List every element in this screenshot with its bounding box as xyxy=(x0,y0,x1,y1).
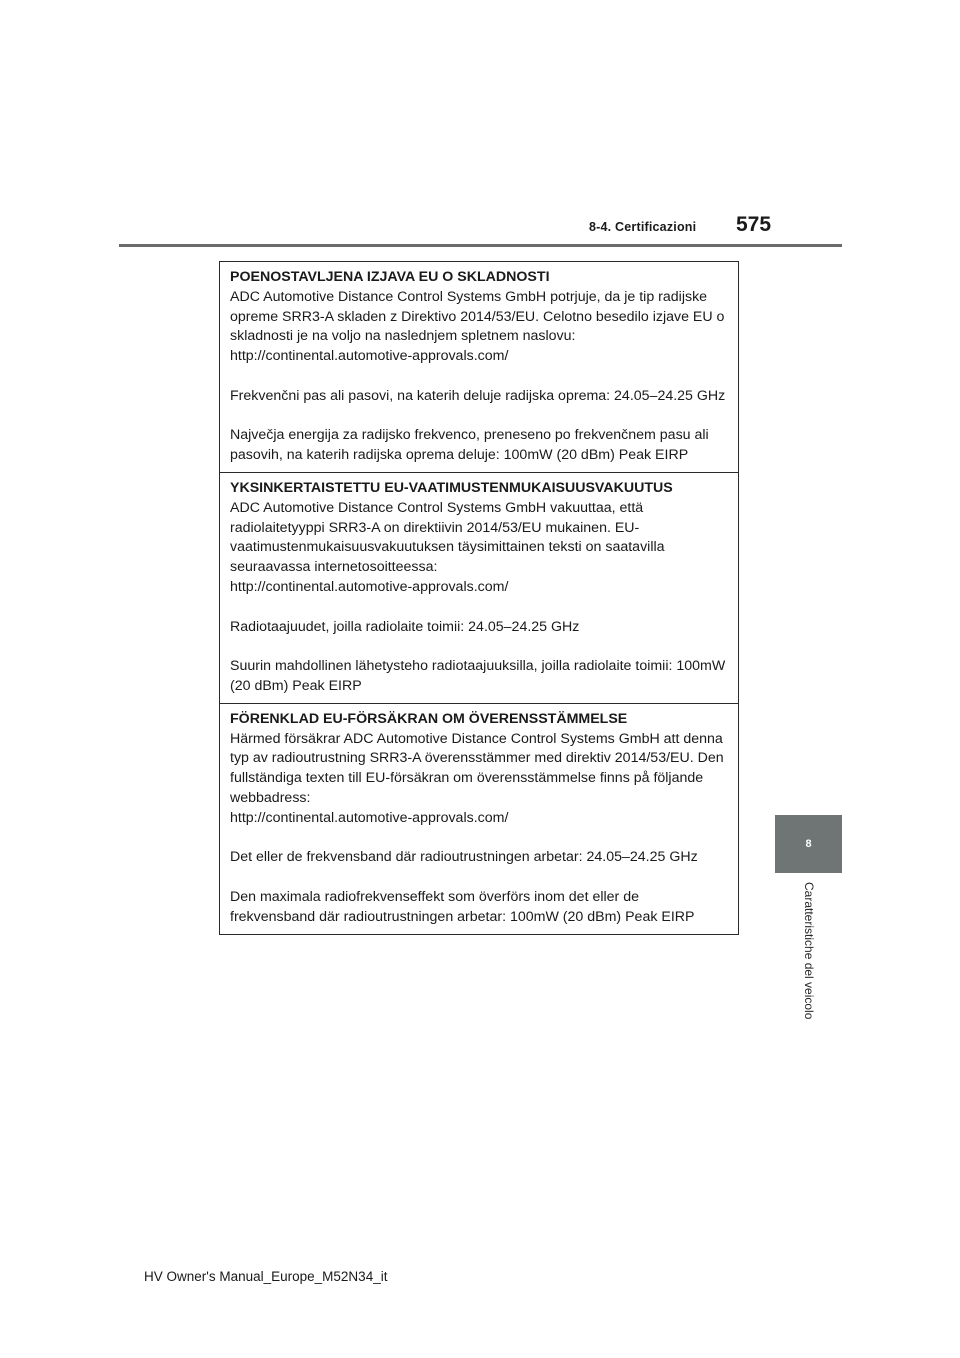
chapter-label: Caratteristiche del veicolo xyxy=(802,882,816,1020)
declaration-paragraph: Največja energija za radijsko frekvenco, preneseno po frekvenčnem pasu ali pasovih, na katerih radijska oprema deluje: 100mW (20 dBm) Peak EIRP xyxy=(230,427,709,464)
declaration-paragraph: Suurin mahdollinen lähetysteho radiotaajuuksilla, joilla radiolaite toimii: 100mW (20 dBm) Peak EIRP xyxy=(230,658,726,694)
header-divider xyxy=(119,244,842,247)
declaration-title: FÖRENKLAD EU-FÖRSÄKRAN OM ÖVERENSSTÄMMELSE xyxy=(230,710,628,727)
declaration-title: POENOSTAVLJENA IZJAVA EU O SKLADNOSTI xyxy=(230,269,550,285)
declaration-slovenian xyxy=(220,262,738,473)
page-number: 575 xyxy=(736,213,772,236)
declaration-paragraph: Frekvenčni pas ali pasovi, na katerih deluje radijska oprema: 24.05–24.25 GHz xyxy=(230,387,726,404)
declaration-paragraph: ADC Automotive Distance Control Systems GmbH potrjuje, da je tip radijske opreme SRR3-A skladen z Direktivo 2014/53/EU. Celotno besedilo izjave EU o skladnosti je na voljo na naslednjem spletnem naslovu: http://continental.automotive-approvals.com/ xyxy=(230,288,725,365)
chapter-tab xyxy=(775,815,842,873)
declaration-finnish xyxy=(220,473,738,704)
declaration-paragraph: Den maximala radiofrekvenseffekt som överförs inom det eller de frekvensband där radioutrustningen arbetar: 100mW (20 dBm) Peak EIRP xyxy=(230,888,695,925)
declaration-title: YKSINKERTAISTETTU EU-VAATIMUSTENMUKAISUUSVAKUUTUS xyxy=(230,479,673,496)
declaration-paragraph: Det eller de frekvensband där radioutrustningen arbetar: 24.05–24.25 GHz xyxy=(230,849,698,866)
declaration-swedish xyxy=(220,704,738,934)
declarations-table xyxy=(219,261,739,935)
footer-manual-id: HV Owner's Manual_Europe_M52N34_it xyxy=(144,1269,388,1284)
declaration-paragraph: ADC Automotive Distance Control Systems GmbH vakuuttaa, että radiolaitetyyppi SRR3-A on direktiivin 2014/53/EU mukainen. EU-vaatimustenmukaisuusvakuutuksen täysimittainen teksti on saatavilla seuraavassa internetosoitteessa: http://continental.automotive-approvals.com/ xyxy=(230,499,665,595)
declaration-paragraph: Härmed försäkrar ADC Automotive Distance Control Systems GmbH att denna typ av radioutrustning SRR3-A överensstämmer med direktiv 2014/53/EU. Den fullständiga texten till EU-försäkran om överensstämmelse finns på följande webbadress: http://continental.automotive-approvals.com/ xyxy=(230,730,724,826)
section-title: 8-4. Certificazioni xyxy=(589,220,697,234)
declaration-paragraph: Radiotaajuudet, joilla radiolaite toimii: 24.05–24.25 GHz xyxy=(230,618,580,635)
chapter-number: 8 xyxy=(805,838,812,850)
